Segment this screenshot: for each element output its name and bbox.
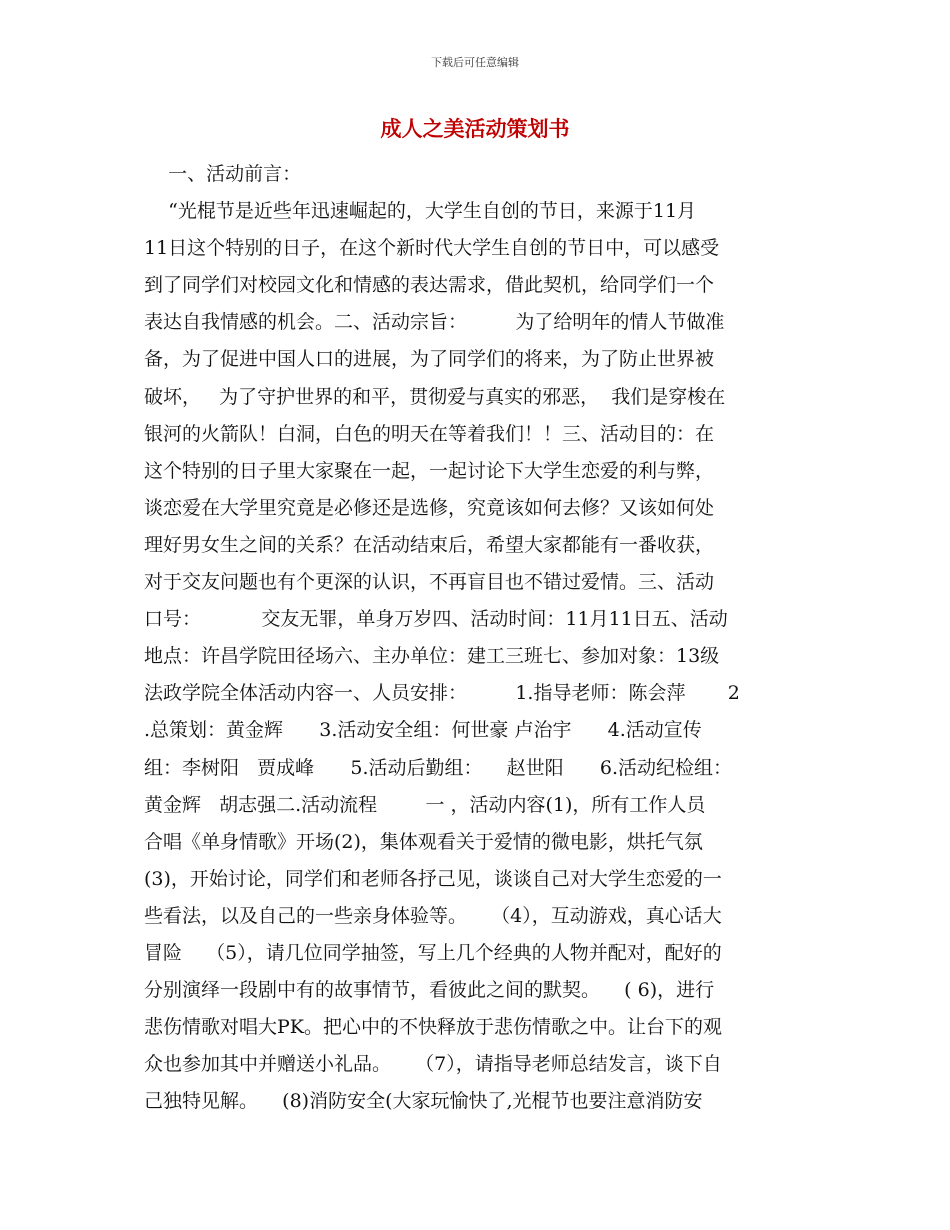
body-line: 表达自我情感的机会。二、活动宗旨： 为了给明年的情人节做准 [144,311,725,334]
body-line: “光棍节是近些年迅速崛起的，大学生自创的节日，来源于11月 [144,200,697,223]
body-line: 到了同学们对校园文化和情感的表达需求，借此契机，给同学们一个 [144,274,715,297]
body-line: 黄金辉 胡志强二.活动流程 一 ，活动内容(1)，所有工作人员 [144,793,706,816]
body-line: 理好男女生之间的关系？在活动结束后，希望大家都能有一番收获， [144,533,715,556]
document-body [144,156,804,1120]
body-line: 合唱《单身情歌》开场(2)，集体观看关于爱情的微电影，烘托气氛 [144,830,703,853]
body-line: 对于交友问题也有个更深的认识，不再盲目也不错过爱情。三、活动 [144,571,715,594]
body-line: 悲伤情歌对唱大PK。把心中的不快释放于悲伤情歌之中。让台下的观 [144,1016,722,1039]
body-line: 口号： 交友无罪，单身万岁四、活动时间：11月11日五、活动 [144,608,728,631]
body-line: 备，为了促进中国人口的进展，为了同学们的将来，为了防止世界被 [144,348,715,371]
body-line: 谈恋爱在大学里究竟是必修还是选修，究竟该如何去修？又该如何处 [144,496,715,519]
body-line: 银河的火箭队！白洞，白色的明天在等着我们！！三、活动目的：在 [144,422,715,445]
body-line: 己独特见解。 (8)消防安全(大家玩愉快了,光棍节也要注意消防安 [144,1090,703,1113]
body-line: (3)，开始讨论，同学们和老师各抒己见，谈谈自己对大学生恋爱的一 [144,867,722,890]
body-line: 组：李树阳 贾成峰 5.活动后勤组： 赵世阳 6.活动纪检组： [144,756,733,779]
body-line: 众也参加其中并赠送小礼品。 （7），请指导老师总结发言，谈下自 [144,1053,722,1076]
body-line: 法政学院全体活动内容一、人员安排： 1.指导老师：陈会萍 2 [144,682,740,705]
document-title: 成人之美活动策划书 [380,117,570,141]
body-line: 破坏， 为了守护世界的和平，贯彻爱与真实的邪恶， 我们是穿梭在 [144,385,726,408]
body-line: 地点：许昌学院田径场六、主办单位：建工三班七、参加对象：13级 [144,645,720,668]
body-line: .总策划：黄金辉 3.活动安全组：何世豪 卢治宇 4.活动宣传 [144,719,702,742]
body-line: 些看法，以及自己的一些亲身体验等。 （4），互动游戏，真心话大 [144,904,722,927]
body-line: 分别演绎一段剧中有的故事情节，看彼此之间的默契。 ( 6)，进行 [144,979,715,1002]
body-line: 这个特别的日子里大家聚在一起，一起讨论下大学生恋爱的利与弊， [144,459,715,482]
header-note: 下载后可任意编辑 [431,56,519,69]
body-line: 一、活动前言： [144,163,302,185]
body-line: 冒险 （5），请几位同学抽签，写上几个经典的人物并配对，配好的 [144,941,722,964]
body-line: 11日这个特别的日子，在这个新时代大学生自创的节日中，可以感受 [144,237,720,260]
